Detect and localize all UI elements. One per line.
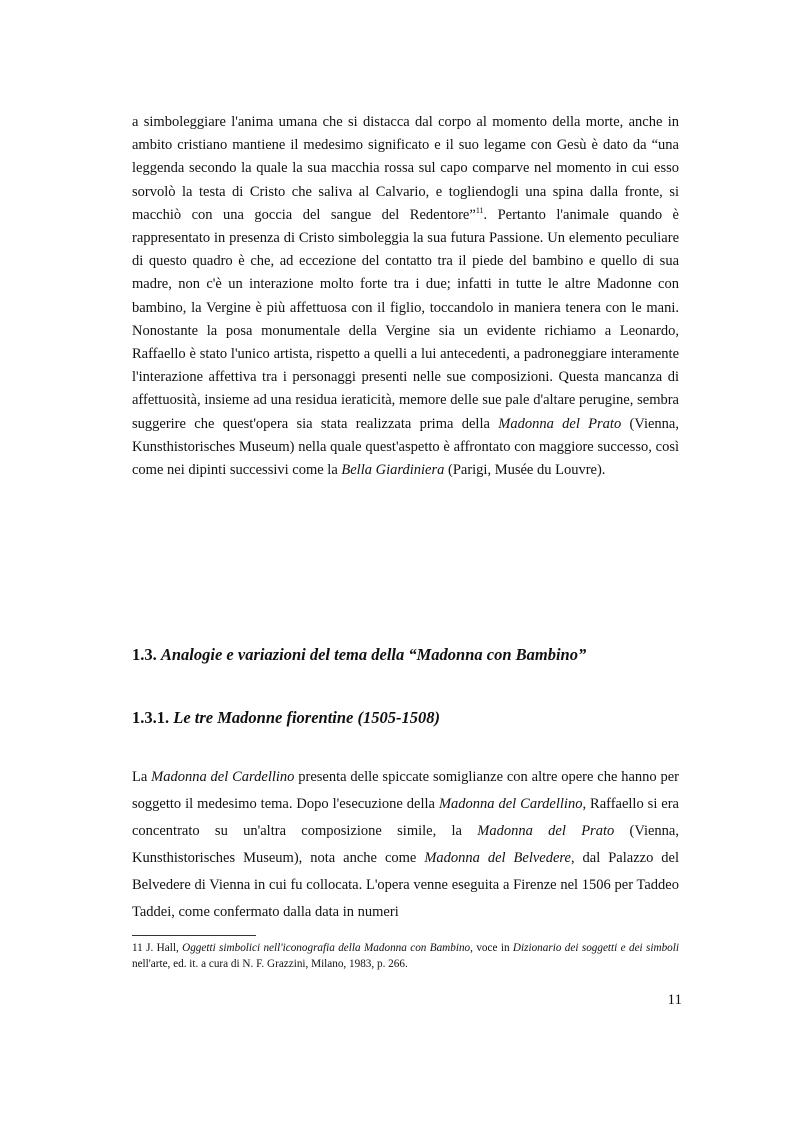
artwork-title: Madonna del Cardellino (151, 769, 295, 785)
footnote-title: Dizionario dei soggetti e dei simboli (512, 942, 679, 954)
footnote-divider (132, 935, 256, 936)
section-title: Analogie e variazioni del tema della “Madonna con Bambino” (160, 645, 587, 664)
paragraph-text: a simboleggiare l'anima umana che si distacca dal corpo al momento della morte, anche in ambito cristiano mantiene il medesimo significato e il suo legame con Gesù è dato da “una leggenda secondo la quale la sua macchia rossa sul capo comparve nel momento in cui esso sorvolò la testa di Cristo che saliva al Calvario, e togliendogli una spina dalla fronte, si macchiò con una goccia del sangue del Redentore” (132, 114, 679, 223)
footnote-text: 11 J. Hall, (132, 942, 183, 954)
section-heading (132, 645, 692, 665)
footnote-title: Oggetti simbolici nell'iconografia della Madonna con Bambino, (182, 942, 473, 954)
paragraph-text: . Pertanto l'animale quando è rappresentato in presenza di Cristo simboleggia la sua futura Passione. Un elemento peculiare di questo quadro è che, ad eccezione del contatto tra il piede del bambino e quello di sua madre, non c'è un interazione molto forte tra i due; infatti in tutte le altre Madonne con bambino, la Vergine è più affettuosa con il figlio, toccandolo in maniera tenera con le mani. Nonostante la posa monumentale della Vergine sia un evidente richiamo a Leonardo, Raffaello è stato l'unico artista, rispetto a quelli a lui antecedenti, a padroneggiare interamente l'interazione affettiva tra i personaggi presenti nelle sue composizioni. Questa mancanza di affettuosità, insieme ad una residua ieraticità, memore delle sue pale d'altare perugine, sembra suggerire che quest'opera sia stata realizzata prima della (132, 206, 679, 432)
body-paragraph (132, 111, 679, 482)
artwork-title: Madonna del Cardellino (438, 795, 583, 812)
artwork-title: Madonna del Belvedere (424, 849, 571, 866)
page-number: 11 (667, 992, 682, 1008)
footnote-text: nell'arte, ed. it. a cura di N. F. Grazzini, Milano, 1983, p. 266. (132, 958, 408, 971)
paragraph-text: La (132, 769, 152, 785)
subsection-number: 1.3.1. (132, 708, 170, 727)
footnote-text: voce in (472, 942, 513, 954)
subsection-heading (132, 708, 692, 728)
artwork-title: Madonna del Prato (498, 415, 622, 432)
section-number: 1.3. (132, 645, 157, 664)
artwork-title: Bella Giardiniera (341, 462, 445, 479)
paragraph-text: (Vienna, Kunsthistorisches Museum), nota anche come (132, 822, 679, 866)
artwork-title: Madonna del Prato (477, 822, 615, 839)
body-paragraph (132, 764, 679, 925)
paragraph-text: (Parigi, Musée du Louvre). (444, 462, 606, 479)
footnote (132, 940, 679, 972)
paragraph-text: (Vienna, Kunsthistorisches Museum) nella quale quest'aspetto è affrontato con maggiore successo, così come nei dipinti successivi come la (132, 415, 679, 479)
footnote-reference[interactable]: 11 (475, 205, 484, 215)
paragraph-text: , Raffaello si era concentrato su un'altra composizione simile, la (132, 795, 679, 839)
paragraph-text: , dal Palazzo del Belvedere di Vienna in cui fu collocata. L'opera venne eseguita a Firenze nel 1506 per Taddeo Taddei, come confermato dalla data in numeri (132, 849, 680, 920)
subsection-title: Le tre Madonne fiorentine (1505-1508) (173, 708, 440, 727)
paragraph-text: presenta delle spiccate somiglianze con altre opere che hanno per soggetto il medesimo tema. Dopo l'esecuzione della (132, 769, 680, 812)
